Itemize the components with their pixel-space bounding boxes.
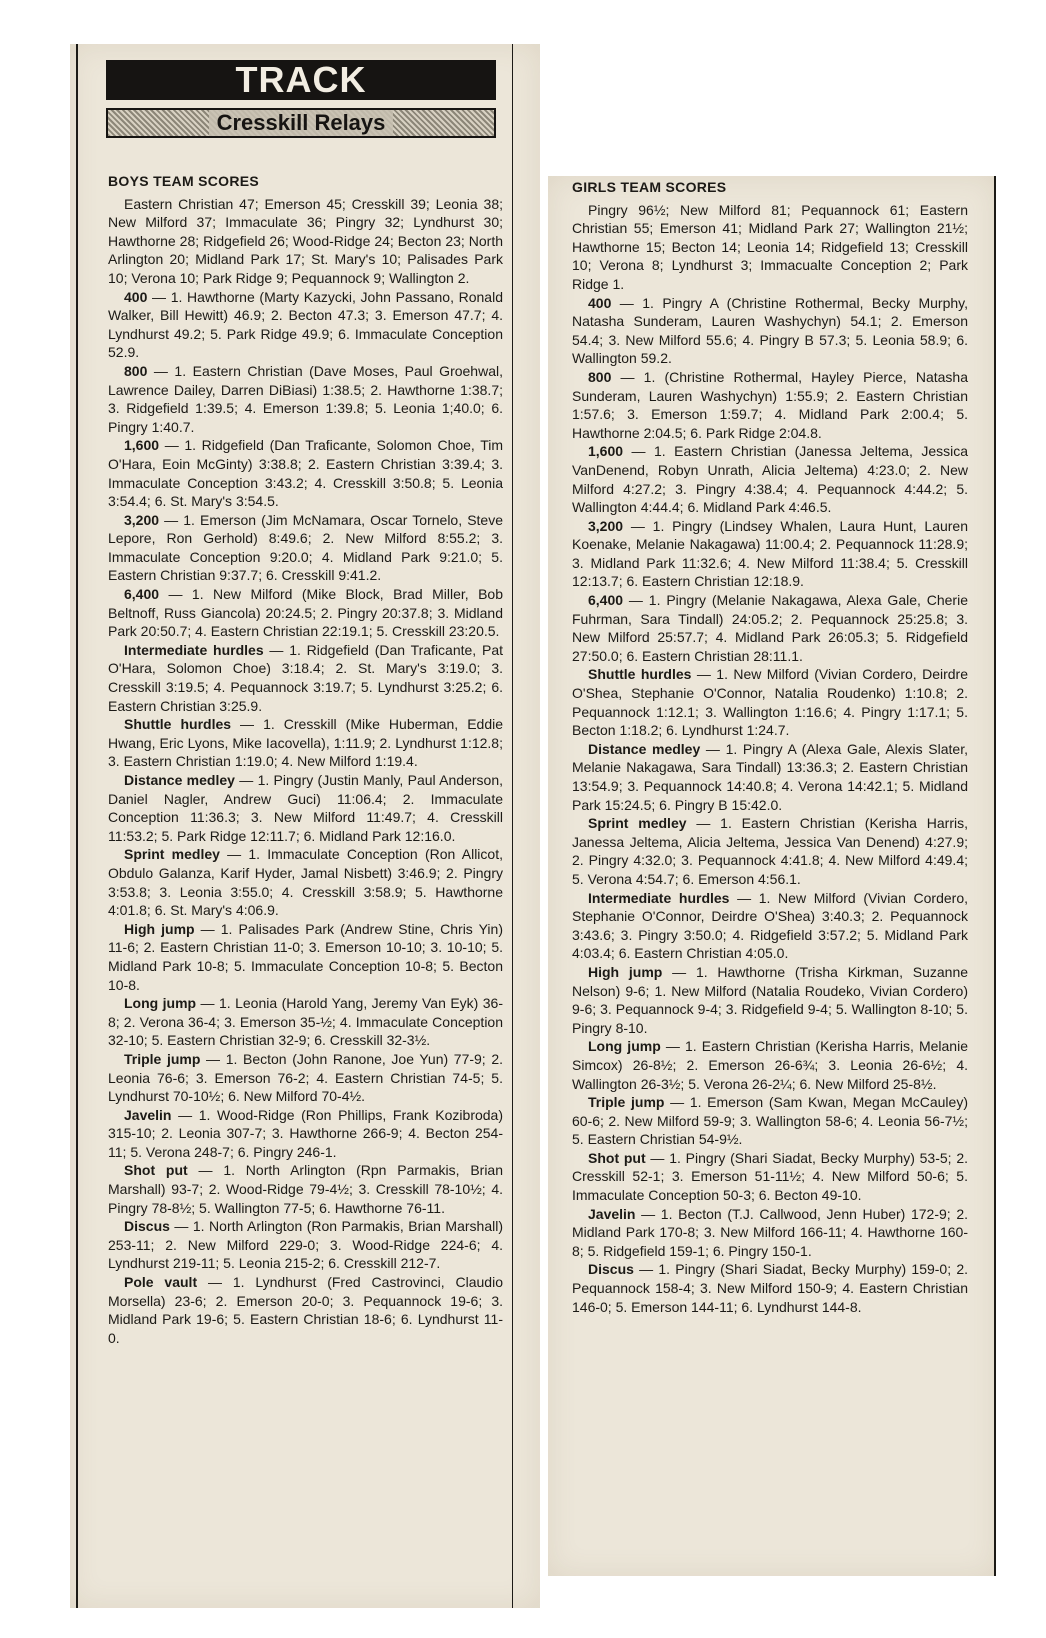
event-name: Triple jump [588,1094,665,1111]
event-result: Intermediate hurdles — 1. Ridgefield (Dan Traficante, Pat O'Hara, Solomon Choe) 3:18.4; 2. St. Mary's 3:19.0; 3. Cresskill 3:19.5; 4. Pequannock 3:19.7; 5. Lyndhurst 3:25.2; 6. Eastern Christian 3:25.9. [108,641,503,714]
meet-title-box [106,108,496,138]
event-name: Distance medley [588,740,701,757]
event-placings: 1. Eastern Christian (Dave Moses, Paul Groehwal, Lawrence Dailey, Darren DiBiasi) 1:38.5; 2. Hawthorne 1:38.7; 3. Ridgefield 1:39.5; 4. Emerson 1:39.8; 5. Leonia 1;40.0; 6. Pingry 1:40.7. [108,362,503,435]
event-placings: 1. Hawthorne (Marty Kazycki, John Passano, Ronald Walker, Bill Hewitt) 46.9; 2. Becton 47.3; 3. Emerson 47.7; 4. Lyndhurst 49.2; 5. Park Ridge 49.9; 6. Immaculate Conception 52.9. [108,288,503,361]
event-result: Pole vault — 1. Lyndhurst (Fred Castrovinci, Claudio Morsella) 23-6; 2. Emerson 20-0; 3. Pequannock 19-6; 3. Midland Park 19-6; 5. Eastern Christian 18-6; 6. Lyndhurst 11-0. [108,1274,503,1346]
event-result: Distance medley — 1. Pingry A (Alexa Gale, Alexis Slater, Melanie Nakagawa, Sara Tindall) 13:36.3; 2. Eastern Christian 13:54.9; 3. Pequannock 14:40.8; 4. Verona 14:42.1; 5. Midland Park 15:24.5; 6. Pingry B 15:42.0. [572,740,968,813]
event-result: Shuttle hurdles — 1. New Milford (Vivian Cordero, Deirdre O'Shea, Stephanie O'Connor, Natalia Roudenko) 1:10.8; 2. Pequannock 1:12.1; 3. Wallington 1:16.6; 4. Pingry 1:17.1; 5. Becton 1:18.2; 6. Lyndhurst 1:24.7. [572,666,968,739]
event-placings: 1. Eastern Christian (Kerisha Harris, Melanie Simcox) 26-8½; 2. Emerson 26-6¾; 3. Leonia 26-6½; 4. Wallington 26-3½; 5. Verona 26-2¼; 6. New Milford 25-8½. [572,1038,968,1092]
column-rule-middle [512,44,513,1608]
event-name: Javelin [124,1106,172,1123]
event-name: Discus [124,1218,170,1235]
event-result: 800 — 1. (Christine Rothermal, Hayley Pierce, Natasha Sunderam, Lauren Washychyn) 1:55.9; 2. Eastern Christian 1:57.6; 3. Emerson 1:59.7; 4. Midland Park 2:00.4; 5. Hawthorne 2:04.5; 6. Park Ridge 2:04.8. [572,368,968,441]
event-name: Intermediate hurdles [124,641,264,658]
event-result: High jump — 1. Hawthorne (Trisha Kirkman, Suzanne Nelson) 9-6; 1. New Milford (Natalia Roudeko, Vivian Cordero) 9-6; 3. Pequannock 9-4; 3. Ridgefield 9-4; 5. Wallington 8-10; 5. Pingry 8-10. [572,963,969,1036]
event-result: Discus — 1. North Arlington (Ron Parmakis, Brian Marshall) 253-11; 2. New Milford 229-0; 3. Wood-Ridge 224-6; 4. Lyndhurst 219-11; 5. Leonia 215-2; 6. Cresskill 212-7. [108,1218,503,1272]
boys-event-list [108,288,503,1348]
event-placings: 1. Pingry A (Alexa Gale, Alexis Slater, Melanie Nakagawa, Sara Tindall) 13:36.3; 2. Eastern Christian 13:54.9; 3. Pequannock 14:40.8; 4. Verona 14:42.1; 5. Midland Park 15:24.5; 6. Pingry B 15:42.0. [572,740,968,813]
event-name: Long jump [124,995,197,1012]
event-result: Shot put — 1. Pingry (Shari Siadat, Becky Murphy) 53-5; 2. Cresskill 52-1; 3. Emerson 51-11½; 4. New Milford 50-6; 5. Immaculate Conception 50-3; 6. Becton 49-10. [572,1149,969,1204]
event-name: 400 [124,288,148,305]
event-result: 400 — 1. Pingry A (Christine Rothermal, Becky Murphy, Natasha Sunderam, Lauren Washychyn) 54.1; 2. Emerson 54.4; 3. New Milford 55.6; 4. Pingry B 57.3; 5. Leonia 58.9; 6. Wallington 59.2. [572,294,968,367]
event-placings: 1. New Milford (Vivian Cordero, Deirdre O'Shea, Stephanie O'Connor, Natalia Roudenko) 1:10.8; 2. Pequannock 1:12.1; 3. Wallington 1:16.6; 4. Pingry 1:17.1; 5. Becton 1:18.2; 6. Lyndhurst 1:24.7. [572,666,968,739]
event-name: Pole vault [124,1274,198,1291]
event-result: Intermediate hurdles — 1. New Milford (Vivian Cordero, Stephanie O'Connor, Deirdre O'Shea) 3:40.3; 2. Pequannock 3:43.6; 3. Pingry 3:50.0; 4. Ridgefield 3:57.2; 5. Midland Park 4:03.4; 6. Eastern Christian 4:05.0. [572,889,968,962]
event-name: 6,400 [588,592,624,609]
event-placings: 1. Emerson (Sam Kwan, Megan McCauley) 60-6; 2. New Milford 59-9; 3. Wallington 58-6; 4. Leonia 56-7½; 5. Eastern Christian 54-9½. [572,1094,968,1148]
event-result: Sprint medley — 1. Eastern Christian (Kerisha Harris, Janessa Jeltema, Alicia Jeltema, Jessica Van Denend) 4:27.9; 2. Pingry 4:32.0; 3. Pequannock 4:41.8; 4. New Milford 4:49.4; 5. Verona 4:54.7; 6. Emerson 4:56.1. [572,815,968,887]
event-name: 800 [588,368,612,385]
event-placings: 1. Ridgefield (Dan Traficante, Solomon Choe, Tim O'Hara, Eoin McGinty) 3:38.8; 2. Eastern Christian 3:39.4; 3. Immaculate Conception 3:43.2; 4. Cresskill 3:50.8; 5. Leonia 3:54.4; 6. St. Mary's 3:54.5. [108,437,504,510]
event-placings: 1. (Christine Rothermal, Hayley Pierce, Natasha Sunderam, Lauren Washychyn) 1:55.9; 2. Eastern Christian 1:57.6; 3. Emerson 1:59.7; 4. Midland Park 2:00.4; 5. Hawthorne 2:04.5; 6. Park Ridge 2:04.8. [572,368,968,441]
event-placings: 1. Hawthorne (Trisha Kirkman, Suzanne Nelson) 9-6; 1. New Milford (Natalia Roudeko, Vivian Cordero) 9-6; 3. Pequannock 9-4; 3. Ridgefield 9-4; 5. Wallington 8-10; 5. Pingry 8-10. [572,963,969,1036]
event-name: Intermediate hurdles [588,889,730,906]
girls-heading: GIRLS TEAM SCORES [572,179,727,195]
event-placings: 1. Pingry (Shari Siadat, Becky Murphy) 53-5; 2. Cresskill 52-1; 3. Emerson 51-11½; 4. New Milford 50-6; 5. Immaculate Conception 50-3; 6. Becton 49-10. [572,1149,969,1204]
event-result: 3,200 — 1. Emerson (Jim McNamara, Oscar Tornelo, Steve Lepore, Ron Gerhold) 8:49.6; 2. New Milford 8:55.2; 3. Immaculate Conception 9:20.0; 4. Midland Park 9:21.0; 5. Eastern Christian 9:37.7; 6. Cresskill 9:41.2. [108,511,503,584]
event-name: 1,600 [588,443,624,460]
event-result: Discus — 1. Pingry (Shari Siadat, Becky Murphy) 159-0; 2. Pequannock 158-4; 3. New Milford 150-9; 4. Eastern Christian 146-0; 5. Emerson 144-11; 6. Lyndhurst 144-8. [572,1261,969,1315]
column-rule-right [994,176,996,1576]
event-result: Javelin — 1. Becton (T.J. Callwood, Jenn Huber) 172-9; 2. Midland Park 170-8; 3. New Milford 166-11; 4. Hawthorne 160-8; 5. Ridgefield 159-1; 6. Pingry 150-1. [572,1205,968,1259]
event-result: Triple jump — 1. Becton (John Ranone, Joe Yun) 77-9; 2. Leonia 76-6; 3. Emerson 76-2; 4. Eastern Christian 74-5; 5. Lyndhurst 70-10½; 6. New Milford 70-4½. [108,1050,503,1105]
event-result: 400 — 1. Hawthorne (Marty Kazycki, John Passano, Ronald Walker, Bill Hewitt) 46.9; 2. Becton 47.3; 3. Emerson 47.7; 4. Lyndhurst 49.2; 5. Park Ridge 49.9; 6. Immaculate Conception 52.9. [108,288,503,361]
meet-title: Cresskill Relays [209,110,394,136]
event-name: Triple jump [124,1050,201,1067]
event-placings: 1. Eastern Christian (Janessa Jeltema, Jessica VanDenend, Robyn Unrath, Alicia Jeltema) 4:23.0; 2. New Milford 4:27.2; 3. Pingry 4:38.4; 4. Pequannock 4:44.2; 5. Wallington 4:44.4; 6. Midland Park 4:46.5. [572,443,968,516]
event-result: Distance medley — 1. Pingry (Justin Manly, Paul Anderson, Daniel Nagler, Andrew Guci) 11:06.4; 2. Immaculate Conception 11:36.3; 3. New Milford 11:49.7; 4. Cresskill 11:53.2; 5. Park Ridge 12:11.7; 6. Midland Park 12:16.0. [108,772,503,844]
event-placings: 1. Pingry (Justin Manly, Paul Anderson, Daniel Nagler, Andrew Guci) 11:06.4; 2. Immaculate Conception 11:36.3; 3. New Milford 11:49.7; 4. Cresskill 11:53.2; 5. Park Ridge 12:11.7; 6. Midland Park 12:16.0. [108,772,503,844]
event-result: Shot put — 1. North Arlington (Rpn Parmakis, Brian Marshall) 93-7; 2. Wood-Ridge 79-4½; 3. Cresskill 78-10½; 4. Pingry 78-8½; 5. Wallington 77-5; 6. Hawthorne 76-11. [108,1162,504,1216]
column-rule-left [76,44,78,1608]
event-name: Discus [588,1261,634,1278]
event-placings: 1. Pingry (Shari Siadat, Becky Murphy) 159-0; 2. Pequannock 158-4; 3. New Milford 150-9; 4. Eastern Christian 146-0; 5. Emerson 144-11; 6. Lyndhurst 144-8. [572,1261,969,1315]
event-placings: 1. Wood-Ridge (Ron Phillips, Frank Kozibroda) 315-10; 2. Leonia 307-7; 3. Hawthorne 266-9; 4. Becton 254-11; 5. Verona 248-7; 6. Pingry 246-1. [108,1106,503,1160]
event-result: Shuttle hurdles — 1. Cresskill (Mike Huberman, Eddie Hwang, Eric Lyons, Mike Iacovella), 1:11.9; 2. Lyndhurst 1:12.8; 3. Eastern Christian 1:19.0; 4. New Milford 1:19.4. [108,716,504,770]
event-placings: 1. Lyndhurst (Fred Castrovinci, Claudio Morsella) 23-6; 2. Emerson 20-0; 3. Pequannock 19-6; 3. Midland Park 19-6; 5. Eastern Christian 18-6; 6. Lyndhurst 11-0. [108,1274,503,1346]
event-result: Long jump — 1. Leonia (Harold Yang, Jeremy Van Eyk) 36-8; 2. Verona 36-4; 3. Emerson 35-½; 4. Immaculate Conception 32-10; 5. Eastern Christian 32-9; 6. Cresskill 32-3½. [108,995,503,1049]
event-placings: 1. Emerson (Jim McNamara, Oscar Tornelo, Steve Lepore, Ron Gerhold) 8:49.6; 2. New Milford 8:55.2; 3. Immaculate Conception 9:20.0; 4. Midland Park 9:21.0; 5. Eastern Christian 9:37.7; 6. Cresskill 9:41.2. [108,511,503,584]
event-placings: 1. Pingry A (Christine Rothermal, Becky Murphy, Natasha Sunderam, Lauren Washychyn) 54.1; 2. Emerson 54.4; 3. New Milford 55.6; 4. Pingry B 57.3; 5. Leonia 58.9; 6. Wallington 59.2. [572,294,968,367]
event-name: 3,200 [588,517,624,534]
event-placings: 1. Eastern Christian (Kerisha Harris, Janessa Jeltema, Alicia Jeltema, Jessica Van Denend) 4:27.9; 2. Pingry 4:32.0; 3. Pequannock 4:41.8; 4. New Milford 4:49.4; 5. Verona 4:54.7; 6. Emerson 4:56.1. [572,815,968,887]
event-placings: 1. North Arlington (Ron Parmakis, Brian Marshall) 253-11; 2. New Milford 229-0; 3. Wood-Ridge 224-6; 4. Lyndhurst 219-11; 5. Leonia 215-2; 6. Cresskill 212-7. [108,1218,503,1272]
event-placings: 1. Becton (John Ranone, Joe Yun) 77-9; 2. Leonia 76-6; 3. Emerson 76-2; 4. Eastern Christian 74-5; 5. Lyndhurst 70-10½; 6. New Milford 70-4½. [108,1050,503,1105]
event-name: Distance medley [124,772,235,788]
event-result: 1,600 — 1. Eastern Christian (Janessa Jeltema, Jessica VanDenend, Robyn Unrath, Alicia Jeltema) 4:23.0; 2. New Milford 4:27.2; 3. Pingry 4:38.4; 4. Pequannock 4:44.2; 5. Wallington 4:44.4; 6. Midland Park 4:46.5. [572,443,968,516]
boys-team-scores: Eastern Christian 47; Emerson 45; Cresskill 39; Leonia 38; New Milford 37; Immaculate 36; Pingry 32; Lyndhurst 30; Hawthorne 28; Ridgefield 26; Wood-Ridge 24; Becton 23; North Arlington 20; Midland Park 17; St. Mary's 10; Palisades Park 10; Verona 10; Park Ridge 9; Pequannock 9; Wallington 2. [108,195,503,286]
event-name: Shuttle hurdles [124,716,232,733]
event-placings: 1. Ridgefield (Dan Traficante, Pat O'Hara, Solomon Choe) 3:18.4; 2. St. Mary's 3:19.0; 3. Cresskill 3:19.5; 4. Pequannock 3:19.7; 5. Lyndhurst 3:25.2; 6. Eastern Christian 3:25.9. [108,641,503,714]
event-name: 1,600 [124,437,160,454]
event-result: Long jump — 1. Eastern Christian (Kerisha Harris, Melanie Simcox) 26-8½; 2. Emerson 26-6¾; 3. Leonia 26-6½; 4. Wallington 26-3½; 5. Verona 26-2¼; 6. New Milford 25-8½. [572,1038,968,1092]
event-placings: 1. Pingry (Lindsey Whalen, Laura Hunt, Lauren Koenake, Melanie Nakagawa) 11:00.4; 2. Pequannock 11:28.9; 3. Midland Park 11:32.6; 4. New Milford 11:38.4; 5. Cresskill 12:13.7; 6. Eastern Christian 12:18.9. [572,517,969,590]
event-name: 400 [588,294,612,311]
event-name: High jump [588,963,663,980]
event-placings: 1. North Arlington (Rpn Parmakis, Brian Marshall) 93-7; 2. Wood-Ridge 79-4½; 3. Cresskill 78-10½; 4. Pingry 78-8½; 5. Wallington 77-5; 6. Hawthorne 76-11. [108,1162,504,1216]
event-result: High jump — 1. Palisades Park (Andrew Stine, Chris Yin) 11-6; 2. Eastern Christian 11-0; 3. Emerson 10-10; 3. 10-10; 5. Midland Park 10-8; 5. Immaculate Conception 10-8; 5. Becton 10-8. [108,920,503,993]
event-result: 6,400 — 1. New Milford (Mike Block, Brad Miller, Bob Beltnoff, Russ Giancola) 20:24.5; 2. Pingry 20:37.8; 3. Midland Park 20:50.7; 4. Eastern Christian 22:19.1; 5. Cresskill 23:20.5. [108,586,503,640]
event-name: Sprint medley [124,846,220,863]
event-placings: 1. New Milford (Vivian Cordero, Stephanie O'Connor, Deirdre O'Shea) 3:40.3; 2. Pequannock 3:43.6; 3. Pingry 3:50.0; 4. Ridgefield 3:57.2; 5. Midland Park 4:03.4; 6. Eastern Christian 4:05.0. [572,889,968,962]
girls-results-column [572,178,968,1316]
event-name: Javelin [588,1205,636,1222]
event-placings: 1. Immaculate Conception (Ron Allicot, Obdulo Galanza, Karif Hyder, Jamal Nisbett) 3:46.9; 2. Pingry 3:53.8; 3. Leonia 3:55.0; 4. Cresskill 3:58.9; 5. Hawthorne 4:01.8; 6. St. Mary's 4:06.9. [108,846,503,919]
event-name: Shot put [588,1149,646,1166]
event-result: 800 — 1. Eastern Christian (Dave Moses, Paul Groehwal, Lawrence Dailey, Darren DiBiasi) 1:38.5; 2. Hawthorne 1:38.7; 3. Ridgefield 1:39.5; 4. Emerson 1:39.8; 5. Leonia 1;40.0; 6. Pingry 1:40.7. [108,362,503,435]
event-result: Javelin — 1. Wood-Ridge (Ron Phillips, Frank Kozibroda) 315-10; 2. Leonia 307-7; 3. Hawthorne 266-9; 4. Becton 254-11; 5. Verona 248-7; 6. Pingry 246-1. [108,1106,503,1160]
girls-event-list [572,294,968,1317]
event-result: 6,400 — 1. Pingry (Melanie Nakagawa, Alexa Gale, Cherie Fuhrman, Sara Tindall) 24:05.2; 2. Pequannock 25:25.8; 3. New Milford 25:57.7; 4. Midland Park 26:05.3; 5. Ridgefield 27:50.0; 6. Eastern Christian 28:11.1. [572,592,968,664]
event-name: 3,200 [124,511,160,528]
event-name: Long jump [588,1038,661,1055]
event-placings: 1. Leonia (Harold Yang, Jeremy Van Eyk) 36-8; 2. Verona 36-4; 3. Emerson 35-½; 4. Immaculate Conception 32-10; 5. Eastern Christian 32-9; 6. Cresskill 32-3½. [108,995,503,1049]
event-placings: 1. Becton (T.J. Callwood, Jenn Huber) 172-9; 2. Midland Park 170-8; 3. New Milford 166-11; 4. Hawthorne 160-8; 5. Ridgefield 159-1; 6. Pingry 150-1. [572,1205,968,1259]
event-name: Shuttle hurdles [588,666,692,683]
event-name: High jump [124,920,195,937]
event-result: 1,600 — 1. Ridgefield (Dan Traficante, Solomon Choe, Tim O'Hara, Eoin McGinty) 3:38.8; 2. Eastern Christian 3:39.4; 3. Immaculate Conception 3:43.2; 4. Cresskill 3:50.8; 5. Leonia 3:54.4; 6. St. Mary's 3:54.5. [108,437,504,510]
event-placings: 1. Palisades Park (Andrew Stine, Chris Yin) 11-6; 2. Eastern Christian 11-0; 3. Emerson 10-10; 3. 10-10; 5. Midland Park 10-8; 5. Immaculate Conception 10-8; 5. Becton 10-8. [108,920,503,993]
event-result: Triple jump — 1. Emerson (Sam Kwan, Megan McCauley) 60-6; 2. New Milford 59-9; 3. Wallington 58-6; 4. Leonia 56-7½; 5. Eastern Christian 54-9½. [572,1094,968,1148]
boys-results-column [108,172,503,1347]
girls-team-scores: Pingry 96½; New Milford 81; Pequannock 61; Eastern Christian 55; Emerson 41; Midland Park 27; Wallington 21½; Hawthorne 15; Becton 14; Leonia 14; Ridgefield 13; Cresskill 10; Verona 8; Lyndhurst 3; Immacualte Conception 2; Park Ridge 1. [572,201,968,292]
event-name: Shot put [124,1162,188,1179]
event-placings: 1. Cresskill (Mike Huberman, Eddie Hwang, Eric Lyons, Mike Iacovella), 1:11.9; 2. Lyndhurst 1:12.8; 3. Eastern Christian 1:19.0; 4. New Milford 1:19.4. [108,716,504,770]
section-banner: TRACK [106,60,496,100]
event-result: Sprint medley — 1. Immaculate Conception (Ron Allicot, Obdulo Galanza, Karif Hyder, Jamal Nisbett) 3:46.9; 2. Pingry 3:53.8; 3. Leonia 3:55.0; 4. Cresskill 3:58.9; 5. Hawthorne 4:01.8; 6. St. Mary's 4:06.9. [108,846,503,919]
event-name: 800 [124,362,148,379]
event-name: Sprint medley [588,815,687,832]
event-placings: 1. New Milford (Mike Block, Brad Miller, Bob Beltnoff, Russ Giancola) 20:24.5; 2. Pingry 20:37.8; 3. Midland Park 20:50.7; 4. Eastern Christian 22:19.1; 5. Cresskill 23:20.5. [108,586,503,640]
boys-heading: BOYS TEAM SCORES [108,173,260,189]
event-placings: 1. Pingry (Melanie Nakagawa, Alexa Gale, Cherie Fuhrman, Sara Tindall) 24:05.2; 2. Pequannock 25:25.8; 3. New Milford 25:57.7; 4. Midland Park 26:05.3; 5. Ridgefield 27:50.0; 6. Eastern Christian 28:11.1. [572,592,968,664]
event-name: 6,400 [124,586,160,603]
event-result: 3,200 — 1. Pingry (Lindsey Whalen, Laura Hunt, Lauren Koenake, Melanie Nakagawa) 11:00.4; 2. Pequannock 11:28.9; 3. Midland Park 11:32.6; 4. New Milford 11:38.4; 5. Cresskill 12:13.7; 6. Eastern Christian 12:18.9. [572,517,969,590]
